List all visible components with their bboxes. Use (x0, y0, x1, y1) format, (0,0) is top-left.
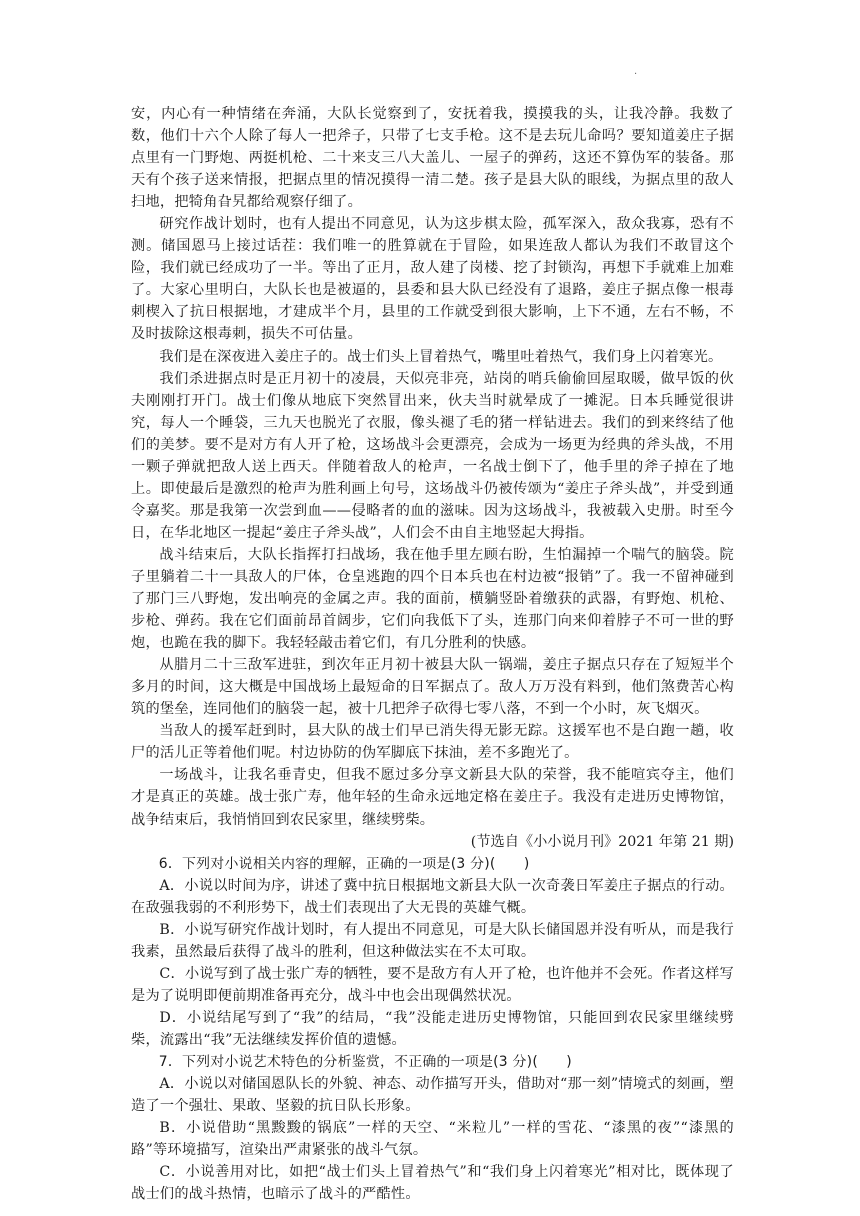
question-6-option-a: A．小说以时间为序，讲述了冀中抗日根据地文新县大队一次奇袭日军姜庄子据点的行动。在敌强我弱的不利形势下，战士们表现出了大无畏的英雄气概。 (131, 877, 734, 916)
paragraph-attack: 我们杀进据点时是正月初十的凌晨，天似亮非亮，站岗的哨兵偷偷回屋取暖，做早饭的伙夫刚刚打开门。战士们像从地底下突然冒出来，伙夫当时就晕成了一摊泥。日本兵睡觉很讲究，每人一个睡袋，三九天也脱光了衣服，像头褪了毛的猪一样钻进去。我们的到来终结了他们的美梦。要不是对方有人开了枪，这场战斗会更漂亮，会成为一场更为经典的斧头战，不用一颗子弹就把敌人送上西天。伴随着敌人的枪声，一名战士倒下了，他手里的斧子掉在了地上。即使最后是激烈的枪声为胜利画上句号，这场战斗仍被传颂为“姜庄子斧头战”，并受到通令嘉奖。那是我第一次尝到血——侵略者的血的滋味。因为这场战斗，我被载入史册。时至今日，在华北地区一提起“姜庄子斧头战”，人们会不由自主地竖起大拇指。 (131, 370, 734, 541)
question-7-stem: 7．下列对小说艺术特色的分析鉴赏，不正确的一项是(3 分)( ) (158, 1054, 572, 1071)
paragraph-ending: 一场战斗，让我名垂青史，但我不愿过多分享文新县大队的荣誉，我不能喧宾夺主，他们才是真正的英雄。战士张广寿，他年轻的生命永远地定格在姜庄子。我没有走进历史博物馆，战争结束后，我悄悄回到农民家里，继续劈柴。 (131, 767, 734, 828)
paragraph-night: 我们是在深夜进入姜庄子的。战士们头上冒着热气，嘴里吐着热气，我们身上闪着寒光。 (159, 348, 723, 365)
paragraph-reinforcements: 当敌人的援军赶到时，县大队的战士们早已消失得无影无踪。这援军也不是白跑一趟，收尸的活儿正等着他们呢。村边协防的伪军脚底下抹油，差不多跑光了。 (131, 723, 734, 762)
question-7-option-b: B．小说借助“黑黢黢的锅底”一样的天空、“米粒儿”一样的雪花、“漆黑的夜”“漆黑的路”等环境描写，渲染出严肃紧张的战斗气氛。 (131, 1120, 734, 1159)
question-7-option-c: C．小说善用对比，如把“战士们头上冒着热气”和“我们身上闪着寒光”相对比，既体现了战士们的战斗热情，也暗示了战斗的严酷性。 (131, 1164, 734, 1203)
paragraph-plan: 研究作战计划时，也有人提出不同意见，认为这步棋太险，孤军深入，敌众我寡，恐有不测。储国恩马上接过话茬：我们唯一的胜算就在于冒险，如果连敌人都认为我们不敢冒这个险，我们就已经成功了一半。等出了正月，敌人建了岗楼、挖了封锁沟，再想下手就难上加难了。大家心里明白，大队长也是被逼的，县委和县大队已经没有了退路，姜庄子据点像一根毒刺楔入了抗日根据地，才建成半个月，县里的工作就受到很大影响，上下不通，左右不畅，不及时拔除这根毒刺，损失不可估量。 (131, 216, 734, 343)
header-mark: . (634, 66, 638, 77)
paragraph-aftermath: 战斗结束后，大队长指挥打扫战场，我在他手里左顾右盼，生怕漏掉一个喘气的脑袋。院子里躺着二十一具敌人的尸体，仓皇逃跑的四个日本兵也在村边被“报销”了。我一不留神碰到了那门三八野炮，发出响亮的金属之声。我的面前，横躺竖卧着缴获的武器，有野炮、机枪、步枪、弹药。我在它们面前昂首阔步，它们向我低下了头，连那门向来仰着脖子不可一世的野炮，也跪在我的脚下。我轻轻敲击着它们，有几分胜利的快感。 (131, 546, 734, 652)
question-7-option-a: A．小说以对储国恩队长的外貌、神态、动作描写开头，借助对“那一刻”情境式的刻画，塑造了一个强壮、果敢、坚毅的抗日队长形象。 (131, 1076, 734, 1115)
question-6-option-b: B．小说写研究作战计划时，有人提出不同意见，可是大队长储国恩并没有听从，而是我行我素，虽然最后获得了战斗的胜利，但这种做法实在不太可取。 (131, 921, 734, 960)
paragraph-timeline: 从腊月二十三敌军进驻，到次年正月初十被县大队一锅端，姜庄子据点只存在了短短半个多月的时间，这大概是中国战场上最短命的日军据点了。敌人万万没有料到，他们煞费苦心构筑的堡垒，连同他们的脑袋一起，被十几把斧子砍得七零八落，不到一个小时，灰飞烟灭。 (131, 657, 734, 718)
article-body (131, 103, 734, 1205)
question-6-option-d: D．小说结尾写到了“我”的结局，“我”没能走进历史博物馆，只能回到农民家里继续劈柴，流露出“我”无法继续发挥价值的遗憾。 (131, 1009, 734, 1048)
question-6-option-c: C．小说写到了战士张广寿的牺牲，要不是敌方有人开了枪，也许他并不会死。作者这样写是为了说明即便前期准备再充分，战斗中也会出现偶然状况。 (131, 965, 734, 1004)
paragraph-continued: 安，内心有一种情绪在奔涌，大队长觉察到了，安抚着我，摸摸我的头，让我冷静。我数了数，他们十六个人除了每人一把斧子，只带了七支手枪。这不是去玩儿命吗？要知道姜庄子据点里有一门野炮、两挺机枪、二十来支三八大盖儿、一屋子的弹药，这还不算伪军的装备。那天有个孩子送来情报，把据点里的情况摸得一清二楚。孩子是县大队的眼线，为据点里的敌人扫地，把犄角旮旯都给观察仔细了。 (131, 106, 734, 211)
question-6-stem: 6．下列对小说相关内容的理解，正确的一项是(3 分)( ) (158, 855, 530, 872)
source-citation: (节选自《小小说月刊》2021 年第 21 期) (470, 833, 734, 850)
